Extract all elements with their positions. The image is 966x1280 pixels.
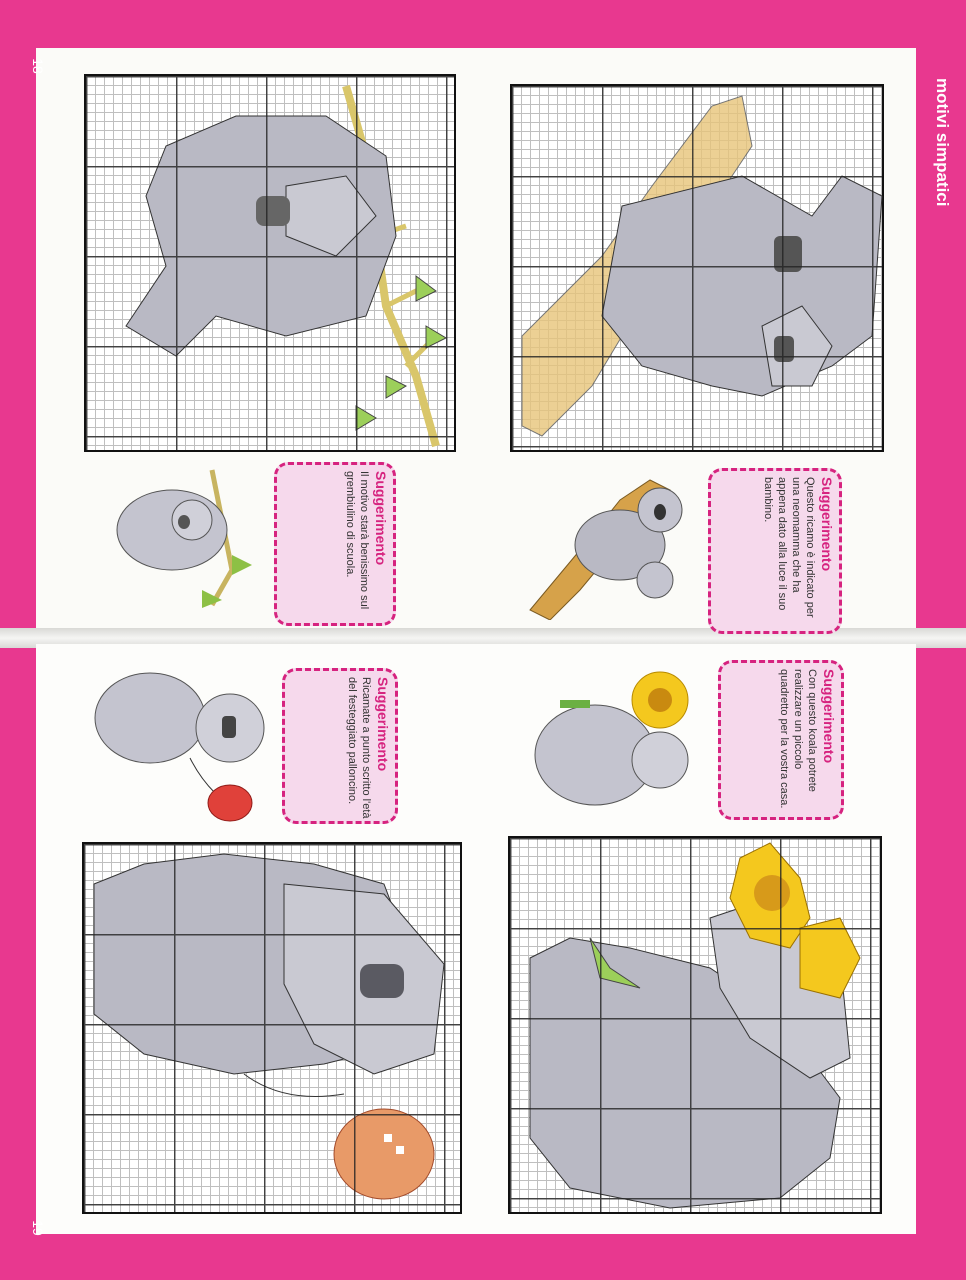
balloon-stitch (334, 1109, 434, 1199)
koala-sunflower-pattern (510, 838, 884, 1216)
koala-balloon-icon (90, 668, 270, 828)
cross-stitch-chart-koala-mother (510, 84, 884, 452)
tip-text: Ricamate a punto scritto l'età del festeggiato palloncino. (346, 677, 372, 819)
koala-nose (774, 236, 802, 272)
koala-nose (360, 964, 404, 998)
koala-balloon-pattern (84, 844, 464, 1216)
koala-face (256, 196, 290, 226)
koala-branch-pattern (86, 76, 458, 454)
cross-stitch-chart-koala-branch (84, 74, 456, 452)
koala-sunflower-icon (520, 660, 700, 820)
tip-text: Con questo koala potrete realizzare un piccolo quadretto per la vostra casa. (778, 669, 818, 809)
tip-box-koala-sunflower (718, 660, 844, 820)
cross-stitch-chart-koala-balloon (82, 842, 462, 1214)
section-title: motivi simpatici (933, 78, 952, 207)
tip-title: Suggerimento (819, 477, 835, 572)
tip-title: Suggerimento (375, 677, 391, 772)
tip-box-koala-mother (708, 468, 842, 634)
page-number-bottom: 19 (29, 1220, 46, 1236)
tip-box-koala-branch (274, 462, 396, 626)
page-number-top: 18 (29, 58, 46, 74)
tip-text: Il motivo starà benissimo sul grembiulino di scuola. (344, 471, 370, 610)
koala-mother-pattern (512, 86, 886, 454)
sunflower-icon (632, 672, 688, 728)
tip-text: Questo ricamo è indicato per una neomamma che ha appena dato alla luce il suo bambino. (762, 477, 816, 618)
tip-box-koala-balloon (282, 668, 398, 824)
koala-mother-icon (520, 470, 690, 620)
tip-title: Suggerimento (373, 471, 389, 566)
tip-title: Suggerimento (821, 669, 837, 764)
koala-branch-icon (92, 460, 262, 610)
cross-stitch-chart-koala-sunflower (508, 836, 882, 1214)
